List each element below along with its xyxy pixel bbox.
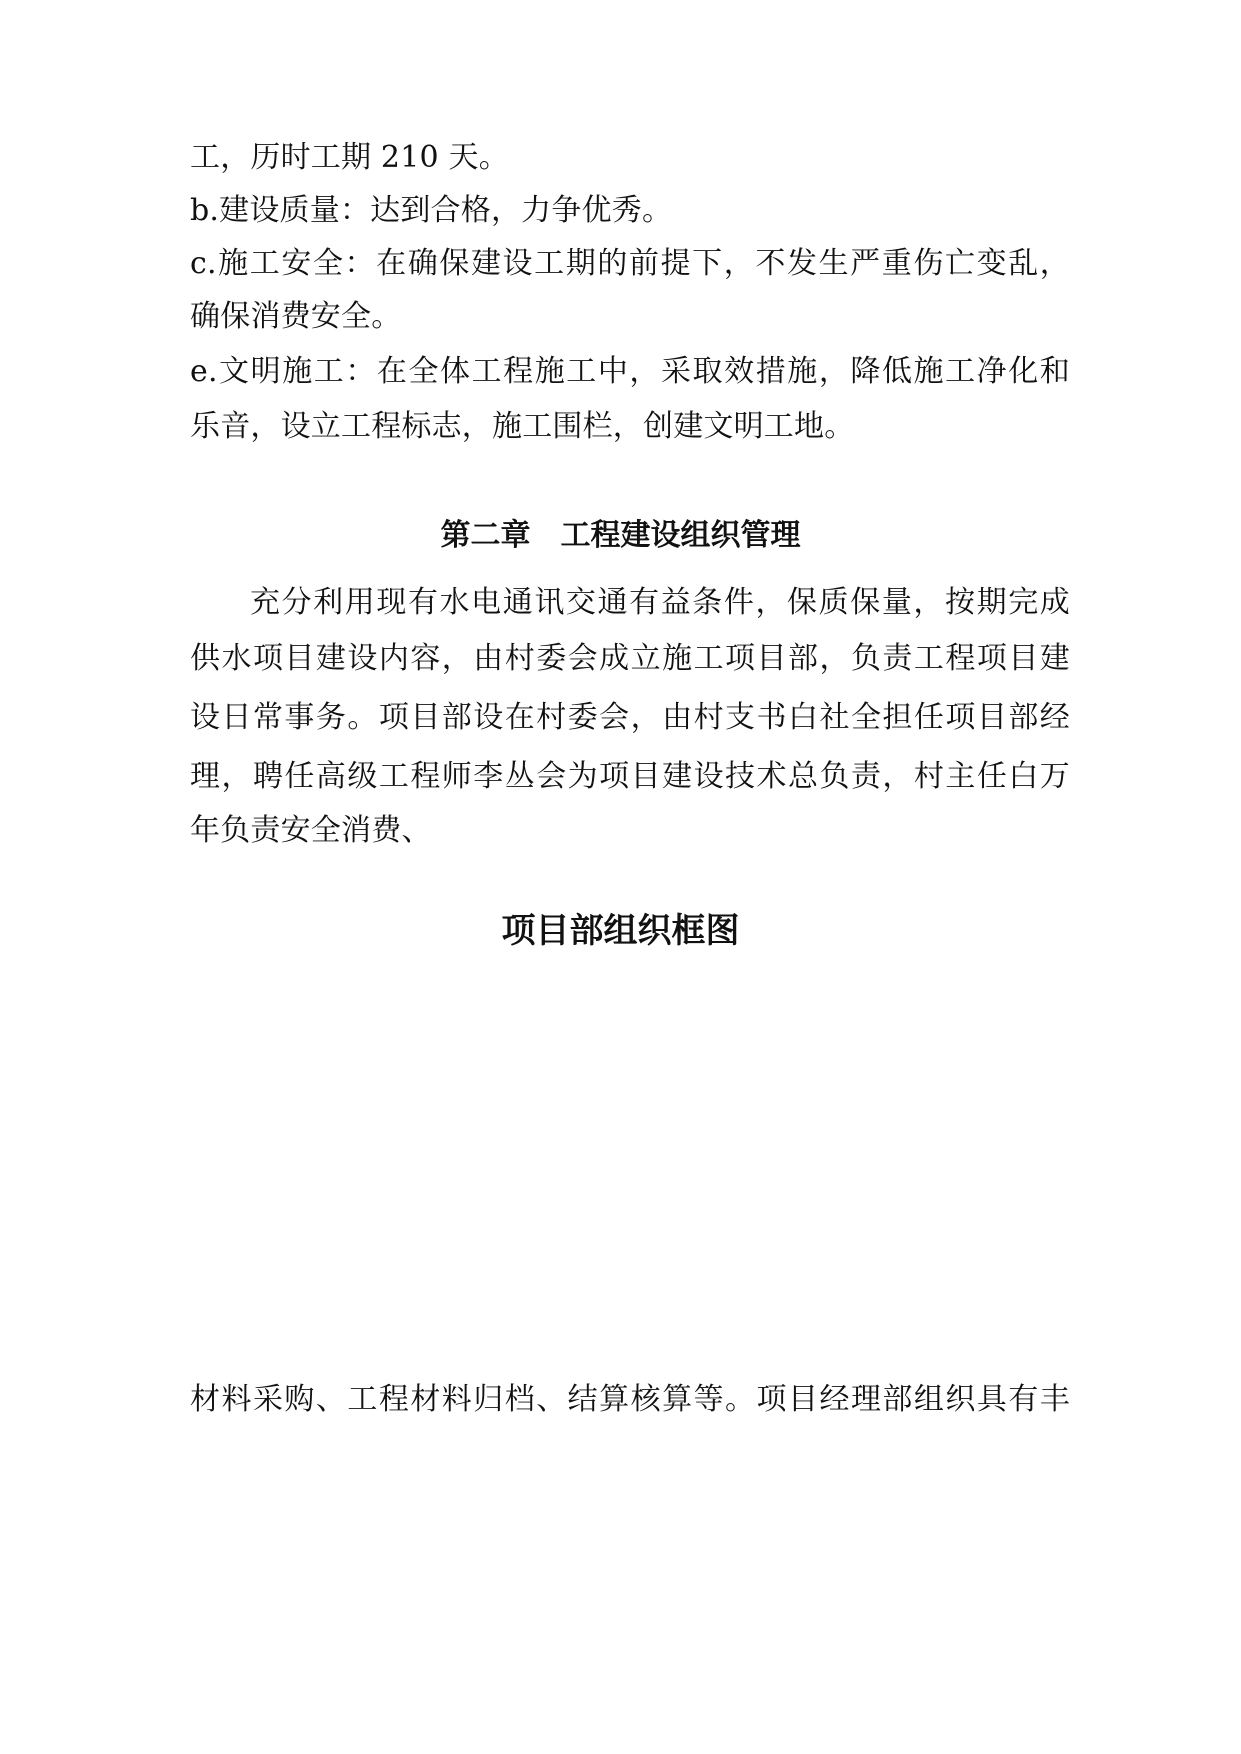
org-chart-title: 项目部组织框图 bbox=[501, 911, 740, 951]
text-line-4: 确保消费安全。 bbox=[190, 299, 402, 334]
text-line-2: b.建设质量：达到合格，力争优秀。 bbox=[190, 193, 673, 228]
paragraph-line-4: 理，聘任高级工程师李丛会为项目建设技术总负责，村主任白万 bbox=[190, 759, 1070, 794]
paragraph-line-5: 年负责安全消费、 bbox=[190, 813, 432, 848]
text-line-3: c.施工安全：在确保建设工期的前提下，不发生严重伤亡变乱， bbox=[190, 246, 1070, 281]
chapter-title: 第二章 工程建设组织管理 bbox=[440, 518, 801, 553]
text-line-5: e.文明施工：在全体工程施工中，采取效措施，降低施工净化和 bbox=[190, 354, 1070, 389]
text-line-6: 乐音，设立工程标志，施工围栏，创建文明工地。 bbox=[190, 409, 855, 444]
paragraph-line-2: 供水项目建设内容，由村委会成立施工项目部，负责工程项目建 bbox=[190, 641, 1070, 676]
continuation-line: 材料采购、工程材料归档、结算核算等。项目经理部组织具有丰 bbox=[190, 1382, 1070, 1417]
paragraph-line-1: 充分利用现有水电通讯交通有益条件，保质保量，按期完成 bbox=[250, 585, 1070, 620]
paragraph-line-3: 设日常事务。项目部设在村委会，由村支书白社全担任项目部经 bbox=[190, 700, 1070, 735]
text-line-1: 工，历时工期 210 天。 bbox=[190, 140, 509, 175]
